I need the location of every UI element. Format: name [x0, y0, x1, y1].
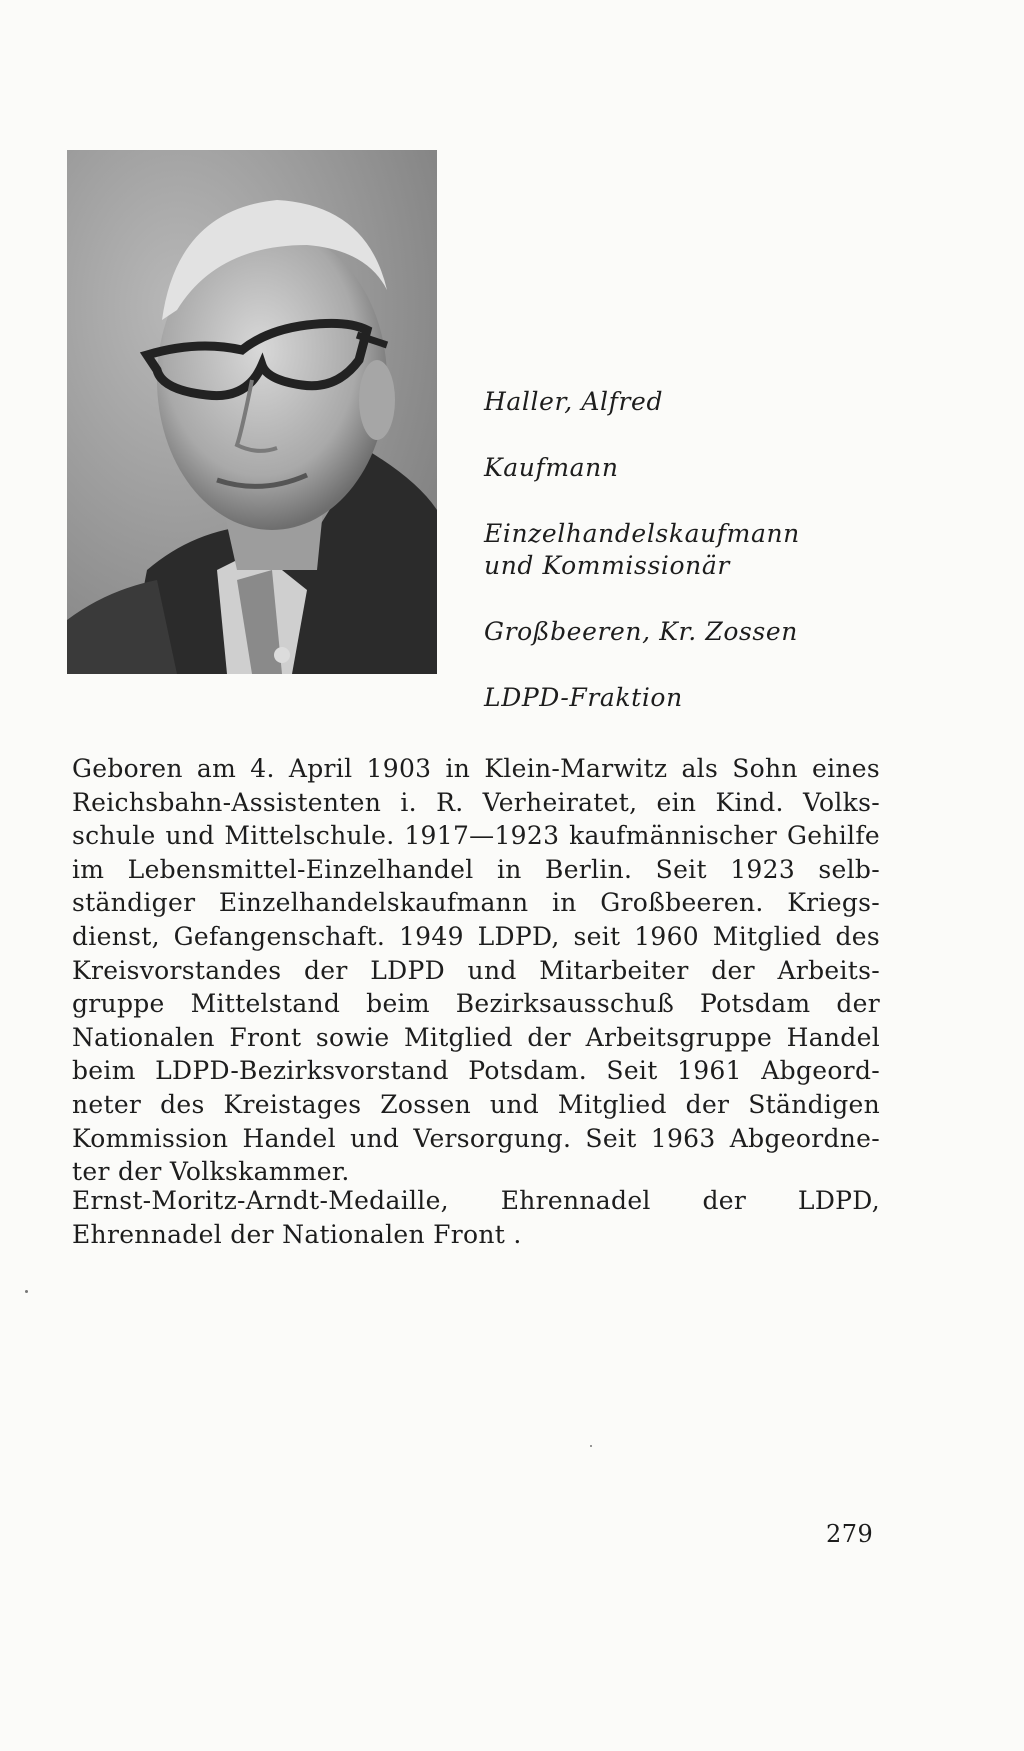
biography-line: Nationalen Front sowie Mitglied der Arbeitsgruppe Handel	[72, 1022, 880, 1052]
biography-line: ständiger Einzelhandelskaufmann in Großbeeren. Kriegs-	[72, 888, 880, 918]
biography-paragraph	[72, 752, 880, 1189]
awards-line: Ernst-Moritz-Arndt-Medaille, Ehrennadel der LDPD,	[72, 1186, 880, 1215]
print-speck	[25, 1290, 28, 1293]
biography-line: schule und Mittelschule. 1917—1923 kaufmännischer Gehilfe	[72, 821, 880, 851]
biography-line: Kommission Handel und Versorgung. Seit 1963 Abgeordne-	[72, 1123, 880, 1153]
biography-line: gruppe Mittelstand beim Bezirksausschuß Potsdam der	[72, 989, 880, 1019]
member-name: Haller, Alfred	[484, 387, 664, 416]
member-occupation: Kaufmann	[484, 453, 619, 482]
member-job-line-1: Einzelhandelskaufmann	[484, 519, 800, 548]
biography-line: Geboren am 4. April 1903 in Klein-Marwitz als Sohn eines	[72, 754, 880, 783]
page-number: 279	[826, 1520, 874, 1548]
biography-line: Kreisvorstandes der LDPD und Mitarbeiter der Arbeits-	[72, 955, 880, 985]
member-faction: LDPD-Fraktion	[484, 683, 683, 712]
awards-line: Ehrennadel der Nationalen Front .	[72, 1219, 522, 1249]
biography-line: beim LDPD-Bezirksvorstand Potsdam. Seit 1961 Abgeord-	[72, 1056, 880, 1086]
portrait-photo	[67, 150, 437, 674]
member-job-line-2: und Kommissionär	[484, 551, 730, 580]
biography-line: dienst, Gefangenschaft. 1949 LDPD, seit 1960 Mitglied des	[72, 921, 880, 951]
member-place: Großbeeren, Kr. Zossen	[484, 617, 798, 646]
biography-line: im Lebensmittel-Einzelhandel in Berlin. Seit 1923 selb-	[72, 854, 880, 884]
biography-line: ter der Volkskammer.	[72, 1157, 350, 1187]
biography-line: Reichsbahn-Assistenten i. R. Verheiratet, ein Kind. Volks-	[72, 787, 880, 817]
biography-line: neter des Kreistages Zossen und Mitglied der Ständigen	[72, 1089, 880, 1119]
awards-paragraph	[72, 1184, 880, 1251]
person-portrait-icon	[67, 150, 437, 674]
print-speck	[590, 1445, 592, 1447]
